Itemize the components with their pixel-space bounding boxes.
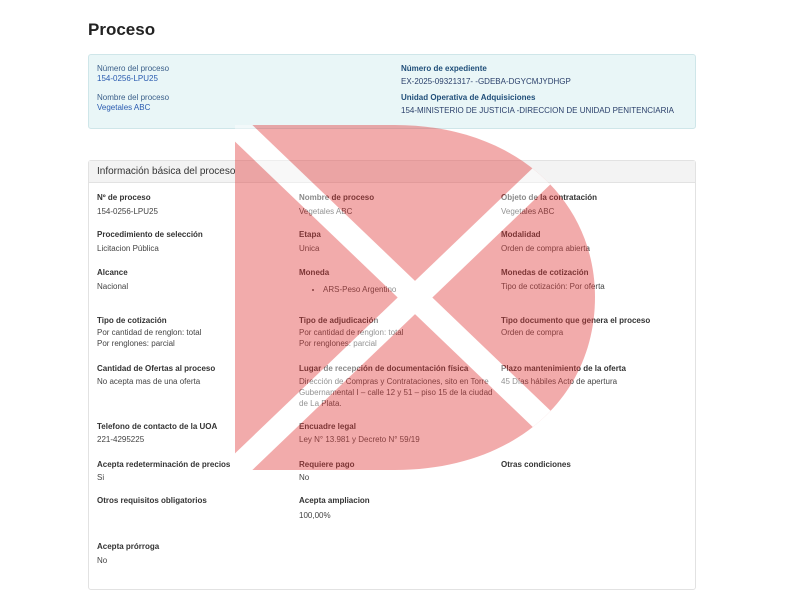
tipo-adjudicacion-line-2: Por renglones: parcial (299, 339, 377, 348)
objeto-field-label: Objeto de la contratación (501, 193, 598, 202)
expediente-value: EX-2025-09321317- -GDEBA-DGYCMJYDHGP (401, 77, 571, 86)
nombre-proceso-value: Vegetales ABC (97, 103, 151, 112)
expediente-label: Número de expediente (401, 64, 487, 73)
cantidad-ofertas-field-value: No acepta mas de una oferta (97, 377, 201, 386)
tipo-adjudicacion-field-label: Tipo de adjudicación (299, 316, 379, 325)
redeterminacion-field-value: Si (97, 473, 105, 482)
tipo-cotizacion-line-2: Por renglones: parcial (97, 339, 175, 348)
unidad-operativa-label: Unidad Operativa de Adquisiciones (401, 93, 536, 102)
card-header (89, 161, 695, 183)
otros-requisitos-field-label: Otros requisitos obligatorios (97, 496, 207, 505)
tipo-documento-field-value: Orden de compra (501, 328, 564, 337)
ampliacion-field-label: Acepta ampliacion (299, 496, 370, 505)
requiere-pago-field-label: Requiere pago (299, 460, 355, 469)
lugar-recepcion-field-value: Dirección de Compras y Contrataciones, sito en Torre Gubernamental I – calle 12 y 51 – piso 15 de la ciudad de La Plata. (299, 377, 493, 408)
modalidad-field-value: Orden de compra abierta (501, 244, 590, 253)
telefono-field-value: 221-4295225 (97, 435, 145, 444)
tipo-documento-field-label: Tipo documento que genera el proceso (501, 316, 651, 325)
plazo-field-value: 45 Días hábiles Acto de apertura (501, 377, 618, 386)
ampliacion-field-value: 100,00% (299, 511, 331, 520)
basic-info-card (88, 160, 696, 590)
moneda-list (299, 284, 396, 295)
etapa-field-label: Etapa (299, 230, 321, 239)
numero-proceso-field-value: 154-0256-LPU25 (97, 207, 158, 216)
cantidad-ofertas-field-label: Cantidad de Ofertas al proceso (97, 364, 216, 373)
tipo-cotizacion-field-label: Tipo de cotización (97, 316, 167, 325)
process-summary-panel (88, 54, 696, 129)
procedimiento-field-value: Licitacion Pública (97, 244, 159, 253)
procedimiento-field-label: Procedimiento de selección (97, 230, 203, 239)
lugar-recepcion-field-label: Lugar de recepción de documentación física (299, 364, 469, 373)
nombre-proceso-field-value: Vegetales ABC (299, 207, 353, 216)
tipo-cotizacion-line-1: Por cantidad de renglon: total (97, 328, 202, 337)
modalidad-field-label: Modalidad (501, 230, 541, 239)
alcance-field-label: Alcance (97, 268, 128, 277)
plazo-field-label: Plazo mantenimiento de la oferta (501, 364, 626, 373)
encuadre-field-label: Encuadre legal (299, 422, 356, 431)
encuadre-field-value: Ley N° 13.981 y Decreto N° 59/19 (299, 435, 420, 444)
card-title: Información básica del proceso (97, 166, 236, 177)
requiere-pago-field-value: No (299, 473, 310, 482)
prorroga-field-value: No (97, 556, 108, 565)
alcance-field-value: Nacional (97, 282, 129, 291)
numero-proceso-value: 154-0256-LPU25 (97, 74, 158, 83)
page-title: Proceso (88, 20, 156, 39)
unidad-operativa-value: 154-MINISTERIO DE JUSTICIA -DIRECCION DE UNIDAD PENITENCIARIA (401, 106, 674, 115)
monedas-cotizacion-field-value: Tipo de cotización: Por oferta (501, 282, 605, 291)
tipo-adjudicacion-line-1: Por cantidad de renglon: total (299, 328, 404, 337)
prorroga-field-label: Acepta prórroga (97, 542, 160, 551)
nombre-proceso-field-label: Nombre de proceso (299, 193, 375, 202)
otras-condiciones-field-label: Otras condiciones (501, 460, 571, 469)
etapa-field-value: Unica (299, 244, 320, 253)
numero-proceso-field-label: Nº de proceso (97, 193, 151, 202)
nombre-proceso-label: Nombre del proceso (97, 93, 170, 102)
moneda-field-label: Moneda (299, 268, 330, 277)
telefono-field-label: Telefono de contacto de la UOA (97, 422, 218, 431)
redeterminacion-field-label: Acepta redeterminación de precios (97, 460, 231, 469)
moneda-list-item: • ARS-Peso Argentino (323, 284, 396, 295)
monedas-cotizacion-field-label: Monedas de cotización (501, 268, 589, 277)
objeto-field-value: Vegetales ABC (501, 207, 555, 216)
numero-proceso-label: Número del proceso (97, 64, 170, 73)
